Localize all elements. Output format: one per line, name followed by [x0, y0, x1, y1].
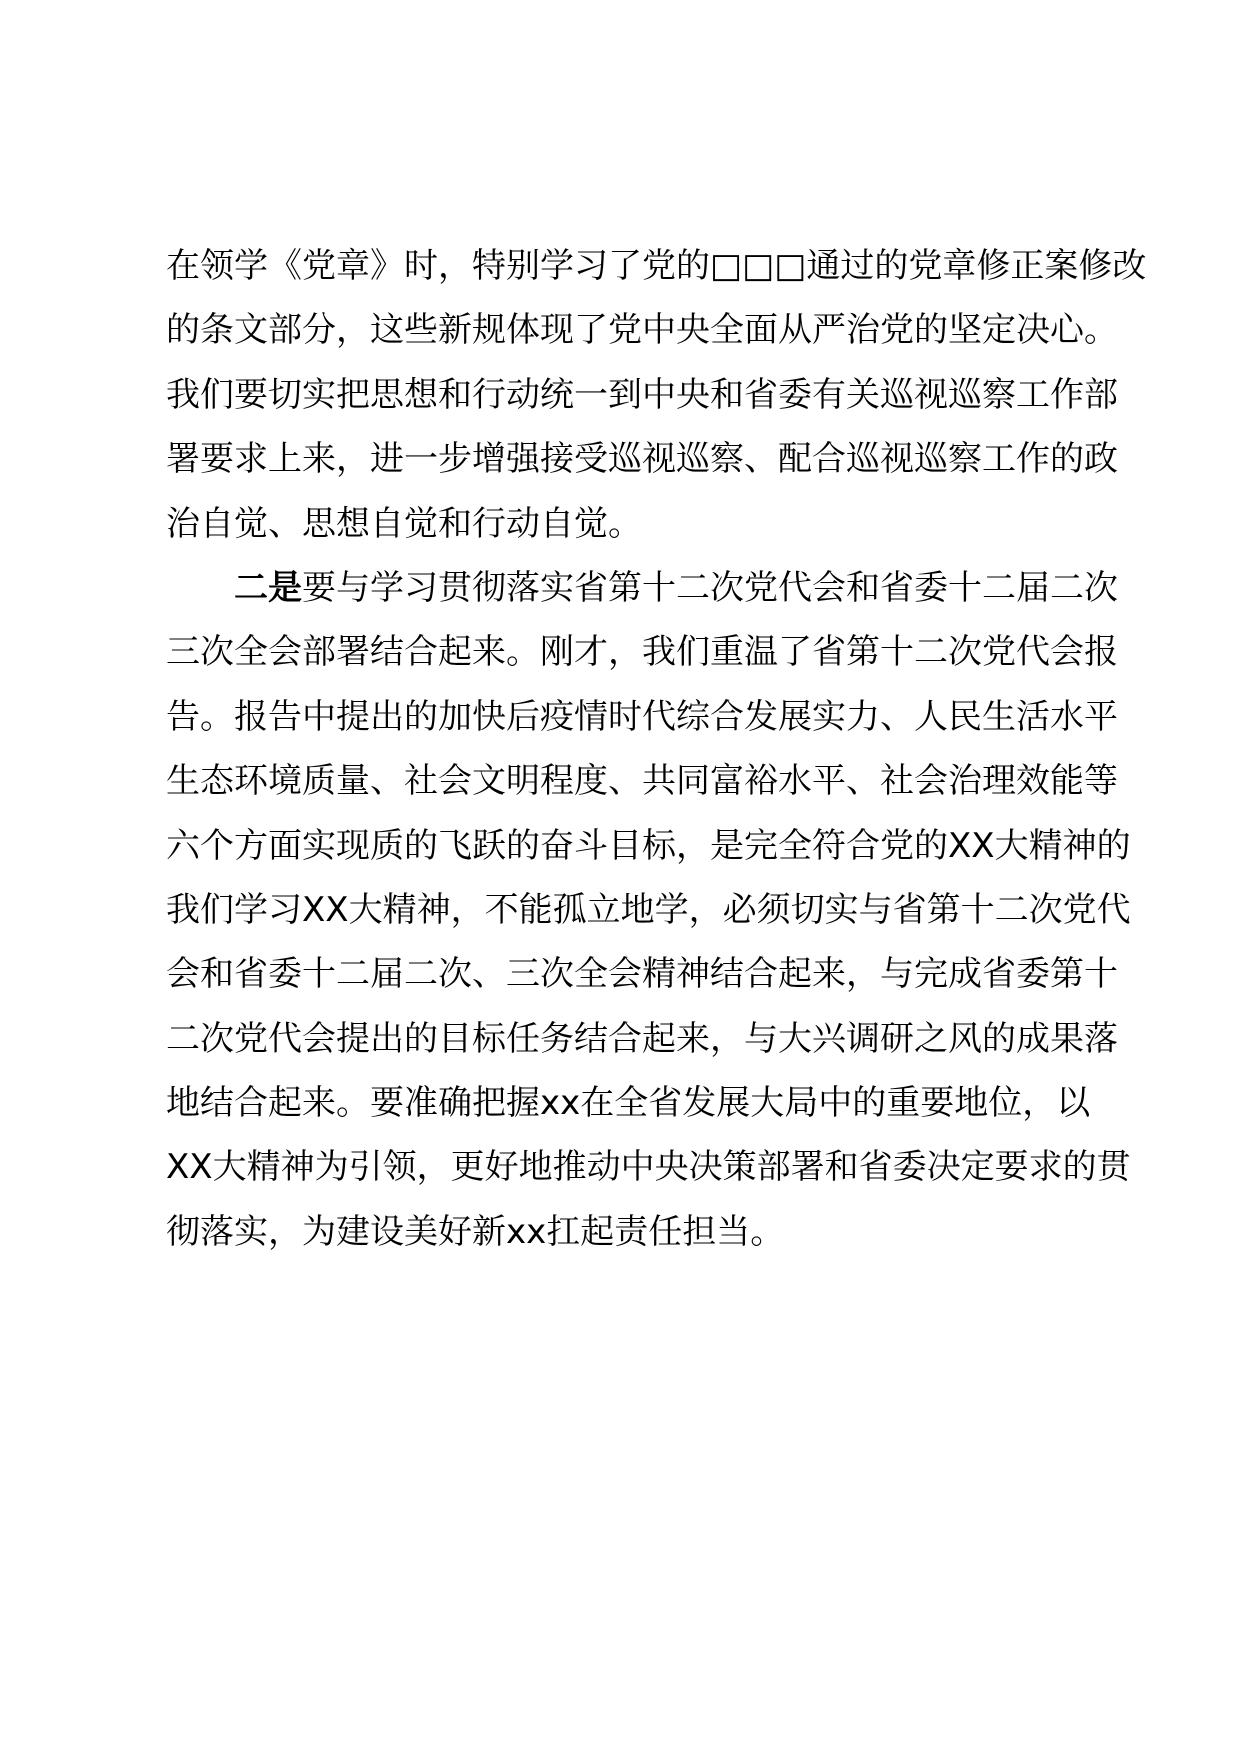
text-line: 地结合起来。要准确把握xx在全省发展大局中的重要地位，以 [166, 1083, 1091, 1124]
paragraph-lead: 二是 [234, 567, 302, 608]
paragraph-first-line-text: 要与学习贯彻落实省第十二次党代会和省委十二届二次 [302, 567, 1118, 608]
text-line: 在领学《党章》时，特别学习了党的□□□通过的党章修正案修改 [166, 246, 1147, 286]
text-line: 六个方面实现质的飞跃的奋斗目标，是完全符合党的XX大精神的 [166, 825, 1131, 866]
text-line: 告。报告中提出的加快后疫情时代综合发展实力、人民生活水平 [166, 696, 1118, 737]
text-line: XX大精神为引领，更好地推动中央决策部署和省委决定要求的贯 [166, 1147, 1131, 1188]
text-line: 我们学习XX大精神，不能孤立地学，必须切实与省第十二次党代 [166, 889, 1131, 930]
text-line: 治自觉、思想自觉和行动自觉。 [166, 503, 642, 544]
text-line: 会和省委十二届二次、三次全会精神结合起来，与完成省委第十 [166, 954, 1118, 995]
text-line: 彻落实，为建设美好新xx扛起责任担当。 [166, 1211, 785, 1252]
text-line: 署要求上来，进一步增强接受巡视巡察、配合巡视巡察工作的政 [166, 439, 1118, 480]
text-line: 二次党代会提出的目标任务结合起来，与大兴调研之风的成果落 [166, 1018, 1118, 1059]
text-line: 三次全会部署结合起来。刚才，我们重温了省第十二次党代会报 [166, 632, 1118, 673]
text-line: 生态环境质量、社会文明程度、共同富裕水平、社会治理效能等 [166, 761, 1118, 802]
body-text [166, 234, 1147, 1264]
text-line: 我们要切实把思想和行动统一到中央和省委有关巡视巡察工作部 [166, 374, 1118, 415]
text-line: 的条文部分，这些新规体现了党中央全面从严治党的坚定决心。 [166, 310, 1118, 351]
paragraph-first-line [166, 556, 1116, 620]
